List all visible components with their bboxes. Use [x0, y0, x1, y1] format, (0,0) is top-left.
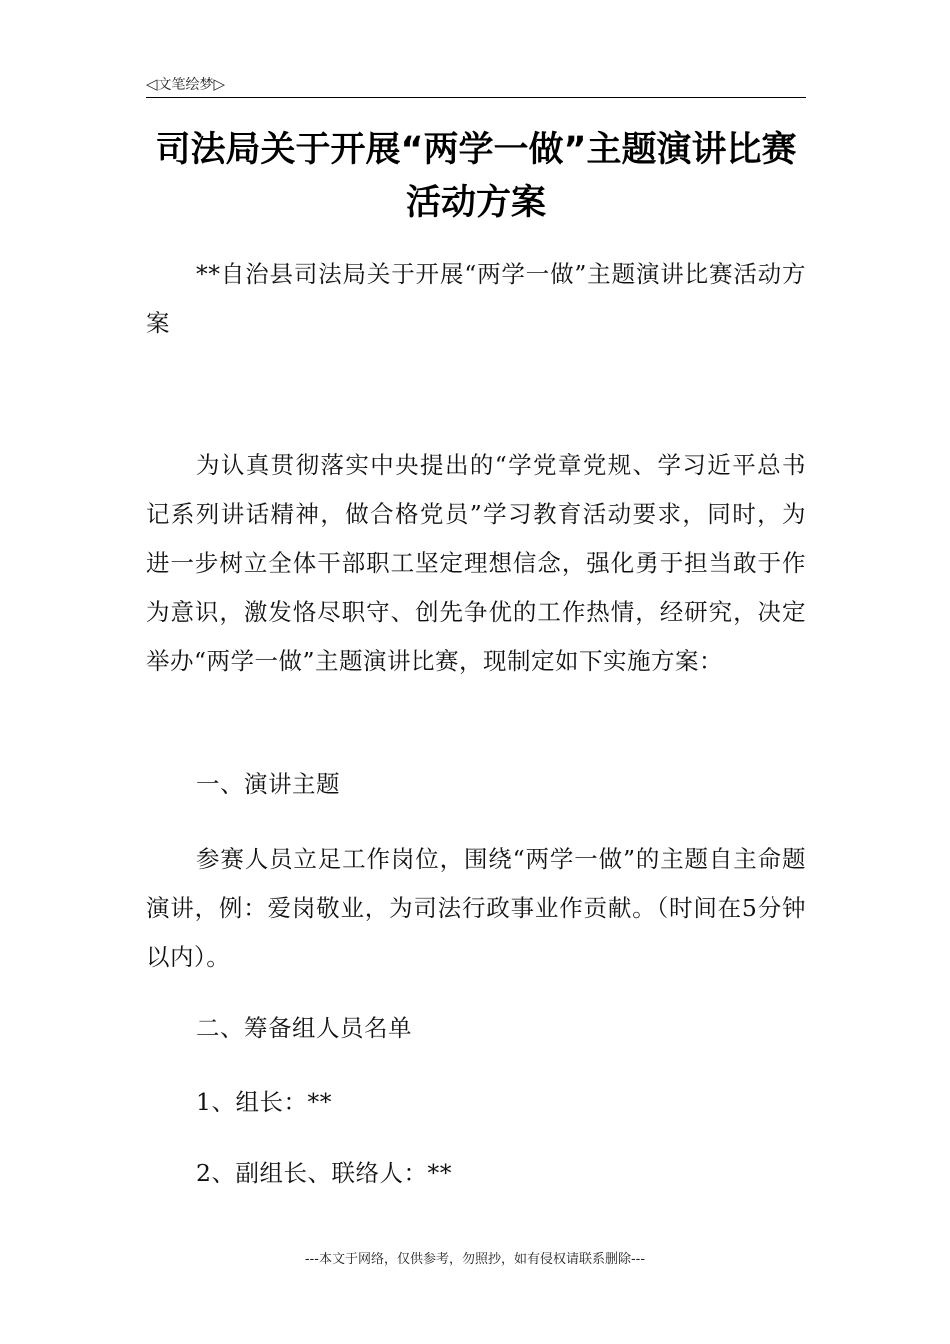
- header-brand-text: 文笔绘梦: [157, 77, 214, 93]
- section-heading-committee: 二、筹备组人员名单: [196, 1014, 412, 1042]
- left-triangle-icon: ◁: [146, 75, 158, 93]
- paragraph-theme-body: 参赛人员立足工作岗位，围绕“两学一做”的主题自主命题演讲，例：爱岗敬业，为司法行政事业作贡献。（时间在5分钟以内）。: [146, 845, 806, 971]
- footer-disclaimer: ---本文于网络，仅供参考，勿照抄，如有侵权请联系删除---: [304, 1252, 646, 1267]
- paragraph-intro: 为认真贯彻落实中央提出的“学党章党规、学习近平总书记系列讲话精神，做合格党员”学习教育活动要求，同时，为进一步树立全体干部职工坚定理想信念，强化勇于担当敢于作为意识，激发恪尽职守、创先争优的工作热情，经研究，决定举办“两学一做”主题演讲比赛，现制定如下实施方案：: [146, 451, 806, 675]
- header-brand-mark: [146, 74, 225, 94]
- list-item-deputy-leader: 2、副组长、联络人：**: [196, 1159, 452, 1187]
- list-item-leader: 1、组长：**: [196, 1088, 332, 1116]
- right-triangle-icon: ▷: [213, 75, 226, 93]
- document-subtitle: **自治县司法局关于开展“两学一做”主题演讲比赛活动方案: [146, 260, 806, 337]
- header-divider: [146, 97, 806, 98]
- section-heading-theme: 一、演讲主题: [196, 770, 340, 798]
- document-title: 司法局关于开展“两学一做”主题演讲比赛活动方案: [155, 130, 797, 223]
